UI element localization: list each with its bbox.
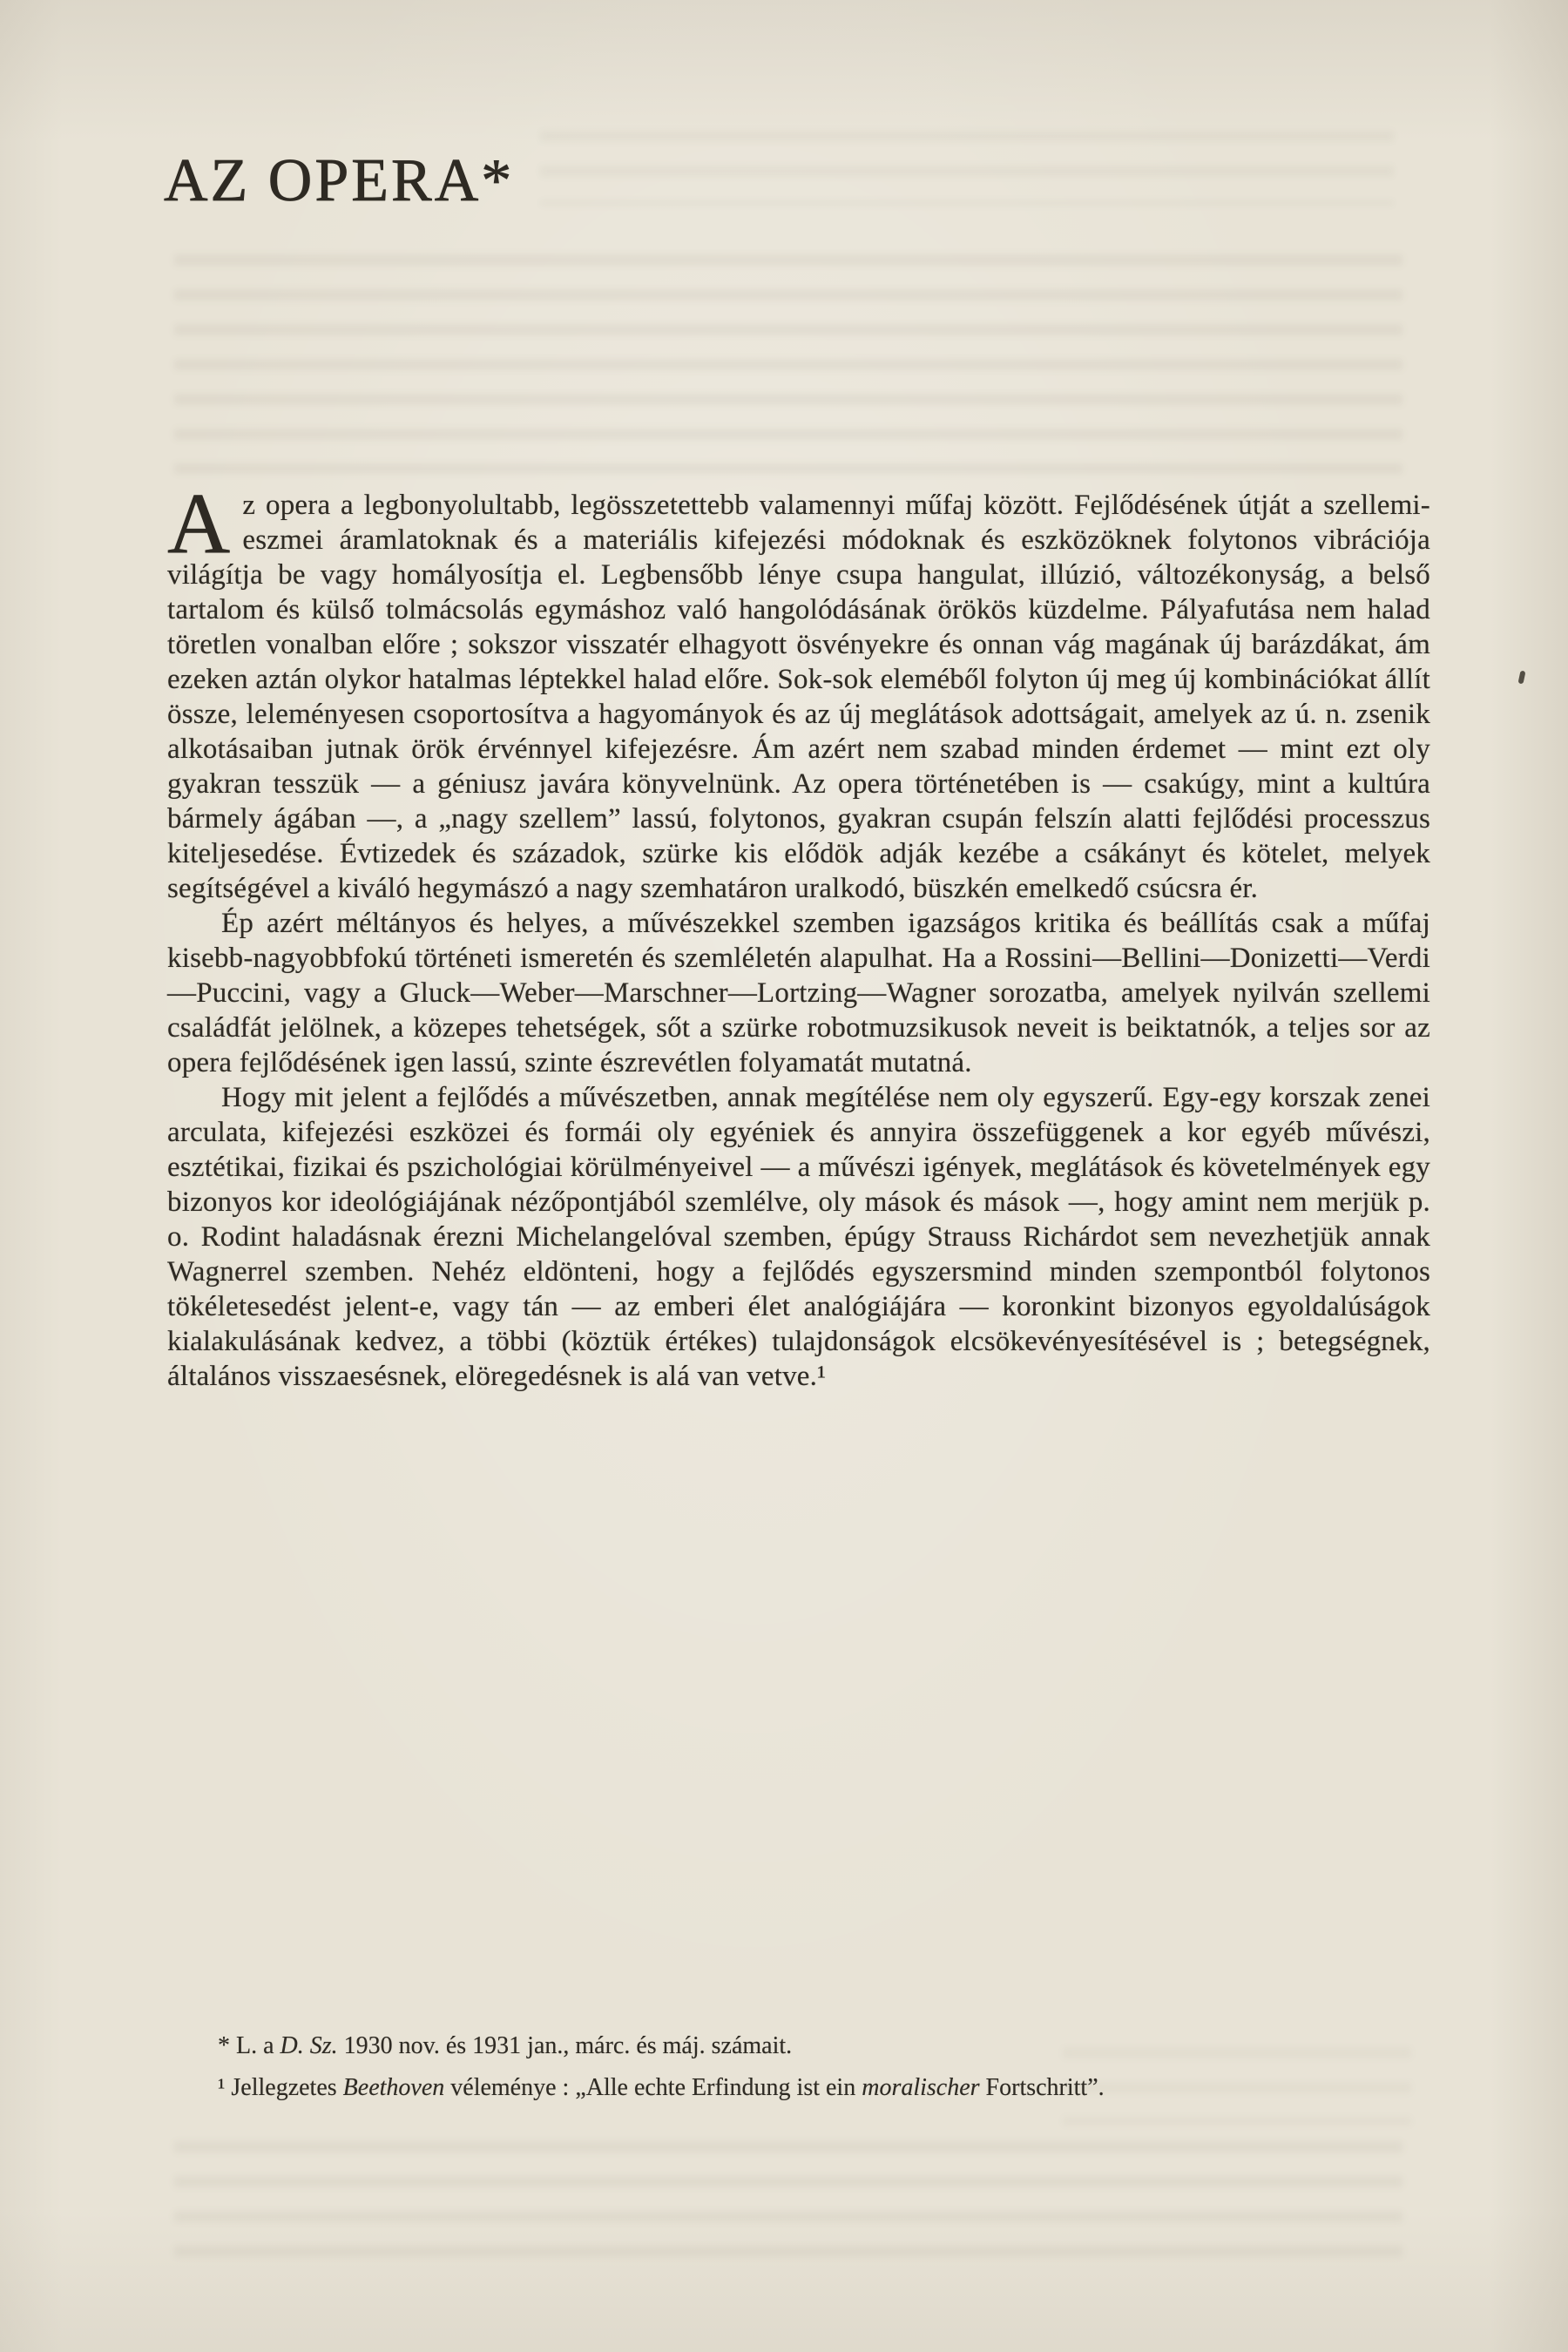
footnote-2-quote-italic: moralischer xyxy=(862,2074,980,2101)
ink-speck xyxy=(1518,671,1526,685)
dropcap-letter: A xyxy=(167,475,231,571)
footnote-1-journal-abbrev: D. Sz. xyxy=(280,2032,338,2059)
footnote-2-text: ¹ Jellegzetes xyxy=(218,2074,343,2101)
bleed-through-artifact xyxy=(174,254,1402,474)
footnote-2 xyxy=(167,2072,1430,2105)
paragraph-2: Ép azért méltányos és helyes, a művészekkel szemben igazságos kritika és beállítás csak a műfaj kisebb-nagyobbfokú történeti ismeretén és szemléletén alapulhat. Ha a Rossini—Bellini—Donizetti—Verdi—Puccini, vagy a Gluck—Weber—Marschner—Lortzing—Wagner sorozatba, amelyek nyilván szellemi családfát jelölnek, a közepes tehetségek, sőt a szürke robotmuzsikusok neveit is beiktatnók, a teljes sor az opera fejlődésének igen lassú, szinte észrevétlen folyamatát mutatná. xyxy=(167,908,1430,1078)
footnote-1-text-cont: 1930 nov. és 1931 jan., márc. és máj. számait. xyxy=(337,2032,793,2059)
paragraph-3: Hogy mit jelent a fejlődés a művészetben, annak megítélése nem oly egyszerű. Egy-egy korszak zenei arculata, kifejezési eszközei és formái oly egyéniek és annyira összefüggenek a kor egyéb művészi, esztétikai, fizikai és pszichológiai körülményeivel — a művészi igények, meglátások és követelmények egy bizonyos kor ideológiájának nézőpontjából szemlélve, oly mások és mások —, hogy amint nem merjük p. o. Rodint haladásnak érezni Michelangelóval szemben, épúgy Strauss Richárdot sem nevezhetjük annak Wagnerrel szemben. Nehéz eldönteni, hogy a fejlődés egyszersmind minden szempontból folytonos tökéletesedést jelent-e, vagy tán — az emberi élet analógiájára — koronkint bizonyos egyoldalúságok kialakulásának kedvez, a többi (köztük értékes) tulajdonságok elcsökevényesítésével is ; betegségnek, általános visszaesésnek, elöregedésnek is alá van vetve.¹ xyxy=(167,1082,1430,1392)
footnote-2-quote-end: Fortschritt”. xyxy=(979,2074,1105,2101)
footnote-2-text-cont: véleménye : „Alle echte Erfindung ist ein xyxy=(444,2074,862,2101)
paragraph-1-text: z opera a legbonyolultabb, legösszetettebb valamennyi műfaj között. Fejlődésének útját a szellemi-eszmei áramlatoknak és a materiális kifejezési módoknak és eszközöknek folytonos vibrációja világítja be vagy homályosítja el. Legbensőbb lénye csupa hangulat, illúzió, változékonyság, a belső tartalom és külső tolmácsolás egymáshoz való hangolódásának örökös küzdelme. Pályafutása nem halad töretlen vonalban előre ; sokszor visszatér elhagyott ösvényekre és onnan vág magának új barázdákat, ám ezeken aztán olykor hatalmas léptekkel halad előre. Sok-sok eleméből folyton új meg új kombinációkat állít össze, leleményesen csoportosítva a hagyományok és az új meglátások adottságait, amelyek az ú. n. zsenik alkotásaiban jutnak örök érvénnyel kifejezésre. Ám azért nem szabad minden érdemet — mint ezt oly gyakran tesszük — a géniusz javára könyvelnünk. Az opera történetében is — csakúgy, mint a kultúra bármely ágában —, a „nagy szellem” lassú, folytonos, gyakran csupán felszín alatti fejlődési processzus kiteljesedése. Évtizedek és századok, szürke kis elődök adják kezébe a csákányt és kötelet, melyek segítségével a kiváló hegymászó a nagy szemhatáron uralkodó, büszkén emelkedő csúcsra ér. xyxy=(167,490,1430,904)
footnote-1 xyxy=(167,2030,1430,2063)
footnote-2-composer-name: Beethoven xyxy=(342,2074,445,2101)
bleed-through-artifact xyxy=(540,131,1394,206)
body-text xyxy=(167,475,1430,1394)
page-title: AZ OPERA* xyxy=(164,147,515,214)
footnotes xyxy=(167,2030,1430,2105)
footnote-1-text: * L. a xyxy=(218,2032,280,2059)
bleed-through-artifact xyxy=(174,2141,1402,2272)
paragraph-1 xyxy=(167,475,1430,906)
